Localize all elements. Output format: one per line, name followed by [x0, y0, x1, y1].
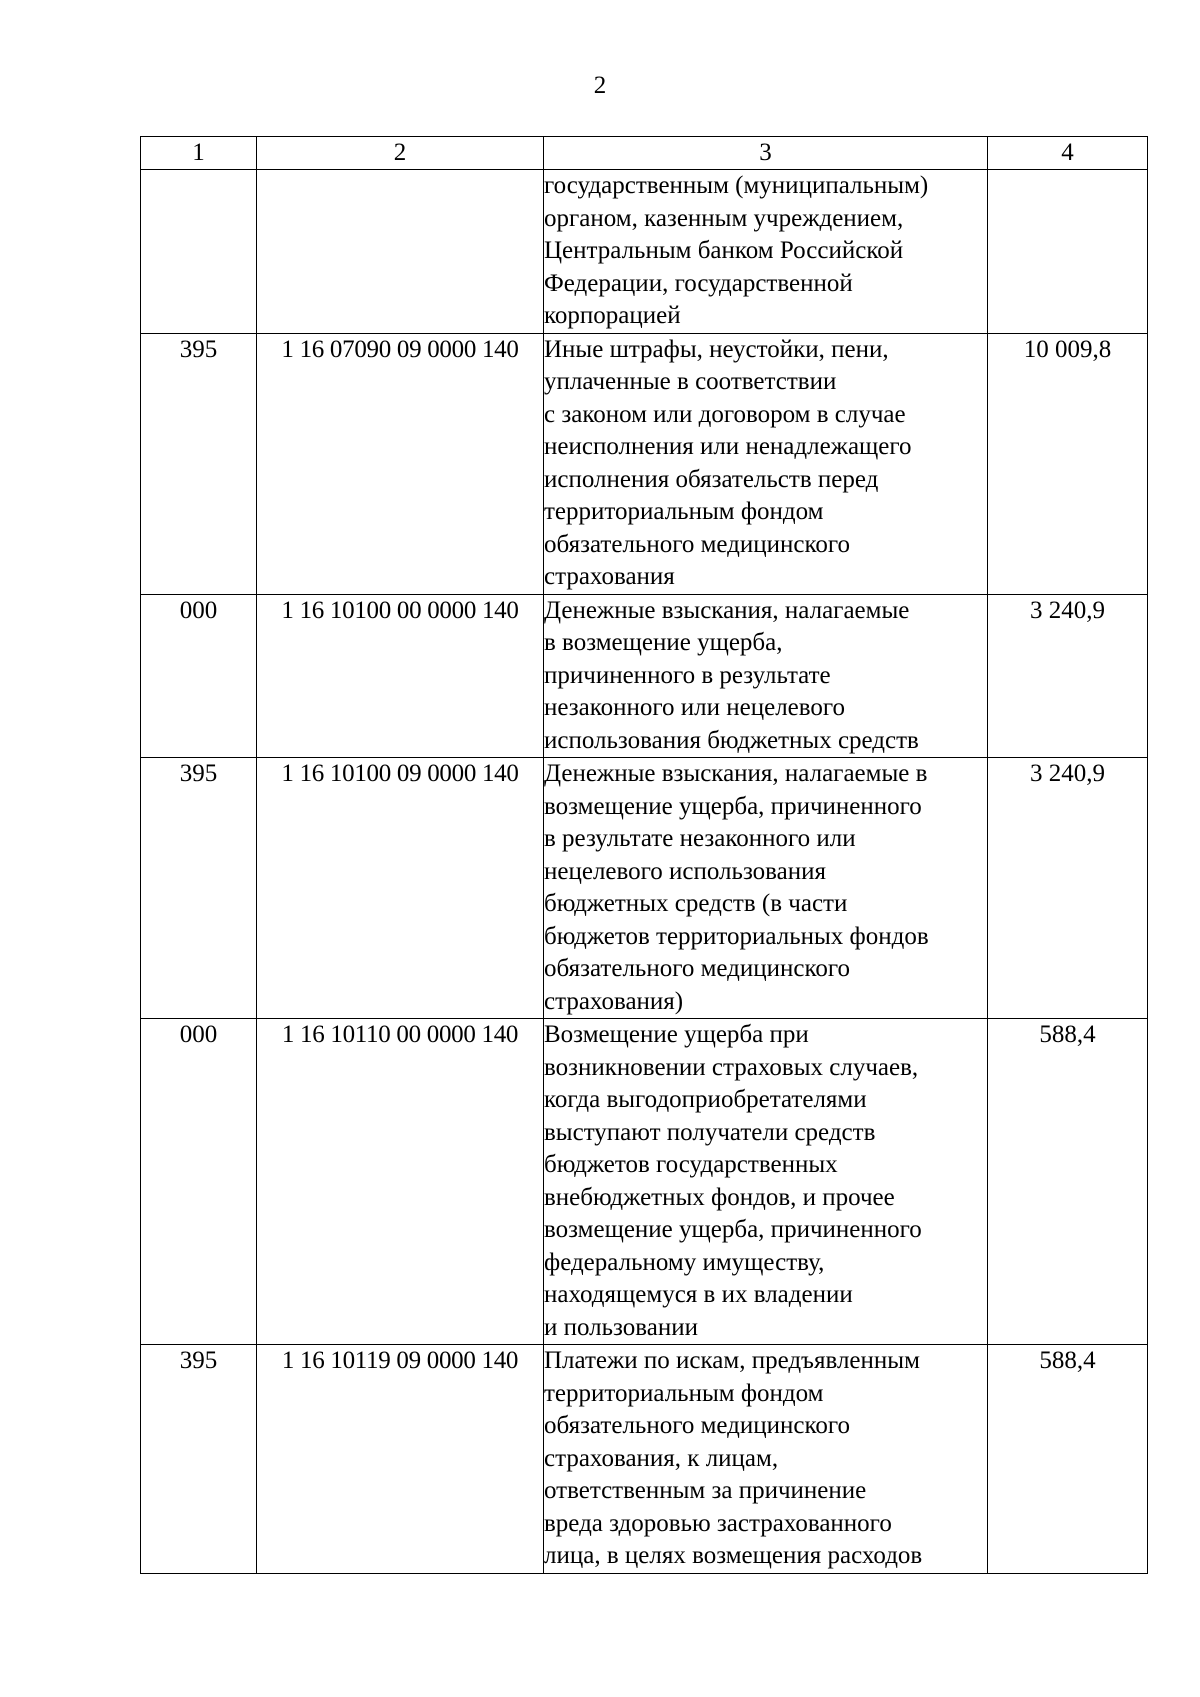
header-col-4: 4	[988, 137, 1148, 170]
revenue-name-line: органом, казенным учреждением,	[544, 204, 904, 232]
admin-code-cell: 000	[141, 594, 257, 758]
revenue-name-line: возмещение ущерба, причиненного	[544, 792, 922, 820]
revenue-name-cell	[544, 594, 988, 758]
amount-cell: 588,4	[988, 1019, 1148, 1345]
revenue-code-cell: 1 16 10100 00 0000 140	[257, 594, 544, 758]
admin-code-cell: 395	[141, 758, 257, 1019]
admin-code-cell: 395	[141, 1345, 257, 1574]
revenue-name-cell	[544, 1345, 988, 1574]
table-row	[141, 1019, 1148, 1345]
revenue-name-line: внебюджетных фондов, и прочее	[544, 1183, 895, 1211]
revenue-name-line: Возмещение ущерба при	[544, 1021, 809, 1048]
revenue-name-line: незаконного или нецелевого	[544, 694, 846, 721]
revenue-name-line: территориальным фондом	[544, 498, 824, 525]
revenue-name-line: обязательного медицинского	[544, 955, 851, 982]
table-row	[141, 170, 1148, 334]
revenue-code-cell	[257, 170, 544, 334]
amount-cell: 10 009,8	[988, 333, 1148, 594]
table-row	[141, 1345, 1148, 1574]
revenue-name-line: федеральному имуществу,	[544, 1248, 825, 1276]
revenue-name-line: неисполнения или ненадлежащего	[544, 433, 912, 460]
header-col-3: 3	[544, 137, 988, 170]
revenue-name-line: страхования)	[544, 987, 684, 1015]
revenue-name-cell	[544, 333, 988, 594]
page-number: 2	[593, 72, 607, 99]
revenue-code-cell: 1 16 07090 09 0000 140	[257, 333, 544, 594]
revenue-name-cell	[544, 1019, 988, 1345]
revenue-name-line: нецелевого использования	[544, 857, 826, 885]
revenue-name-line: Платежи по искам, предъявленным	[544, 1347, 920, 1374]
revenue-name-line: Федерации, государственной	[544, 269, 853, 297]
revenue-name-line: выступают получатели средств	[544, 1118, 876, 1146]
revenue-name-line: вреда здоровью застрахованного	[544, 1509, 892, 1537]
revenue-code-cell: 1 16 10110 00 0000 140	[257, 1019, 544, 1345]
revenue-name-line: бюджетов государственных	[544, 1151, 838, 1178]
revenue-name-line: государственным (муниципальным)	[544, 172, 929, 199]
revenue-name-line: Центральным банком Российской	[544, 237, 904, 264]
revenue-name-line: в возмещение ущерба,	[544, 629, 783, 656]
revenue-name-line: использования бюджетных средств	[544, 726, 919, 754]
amount-cell: 3 240,9	[988, 758, 1148, 1019]
table-row	[141, 594, 1148, 758]
revenue-name-line: территориальным фондом	[544, 1379, 824, 1407]
budget-revenue-table	[140, 136, 1148, 1574]
revenue-name-line: возмещение ущерба, причиненного	[544, 1216, 922, 1243]
revenue-name-line: лица, в целях возмещения расходов	[544, 1542, 923, 1569]
revenue-name-line: уплаченные в соответствии	[544, 368, 837, 395]
revenue-name-line: возникновении страховых случаев,	[544, 1053, 919, 1081]
revenue-name-cell	[544, 758, 988, 1019]
revenue-name-line: причиненного в результате	[544, 661, 831, 689]
revenue-name-line: обязательного медицинского	[544, 1412, 851, 1439]
amount-cell	[988, 170, 1148, 334]
revenue-name-line: бюджетов территориальных фондов	[544, 922, 929, 950]
header-col-1: 1	[141, 137, 257, 170]
revenue-name-line: исполнения обязательств перед	[544, 465, 879, 493]
revenue-name-line: Иные штрафы, неустойки, пени,	[544, 335, 889, 363]
header-col-2: 2	[257, 137, 544, 170]
amount-cell: 3 240,9	[988, 594, 1148, 758]
table-header-row	[141, 137, 1148, 170]
table-row	[141, 758, 1148, 1019]
table-body	[141, 170, 1148, 1574]
table-row	[141, 333, 1148, 594]
revenue-code-cell: 1 16 10119 09 0000 140	[257, 1345, 544, 1574]
revenue-name-line: в результате незаконного или	[544, 825, 856, 852]
revenue-name-line: с законом или договором в случае	[544, 400, 906, 428]
revenue-name-line: страхования, к лицам,	[544, 1444, 779, 1472]
revenue-name-cell	[544, 170, 988, 334]
admin-code-cell	[141, 170, 257, 334]
admin-code-cell: 000	[141, 1019, 257, 1345]
admin-code-cell: 395	[141, 333, 257, 594]
revenue-name-line: обязательного медицинского	[544, 530, 851, 558]
revenue-name-line: страхования	[544, 563, 675, 590]
revenue-name-line: Денежные взыскания, налагаемые в	[544, 760, 928, 787]
revenue-name-line: и пользовании	[544, 1313, 698, 1341]
revenue-name-line: находящемуся в их владении	[544, 1281, 853, 1308]
revenue-name-line: корпорацией	[544, 302, 681, 329]
revenue-name-line: ответственным за причинение	[544, 1477, 867, 1504]
revenue-code-cell: 1 16 10100 09 0000 140	[257, 758, 544, 1019]
amount-cell: 588,4	[988, 1345, 1148, 1574]
revenue-name-line: когда выгодоприобретателями	[544, 1086, 867, 1113]
revenue-name-line: бюджетных средств (в части	[544, 890, 848, 917]
revenue-name-line: Денежные взыскания, налагаемые	[544, 596, 910, 624]
